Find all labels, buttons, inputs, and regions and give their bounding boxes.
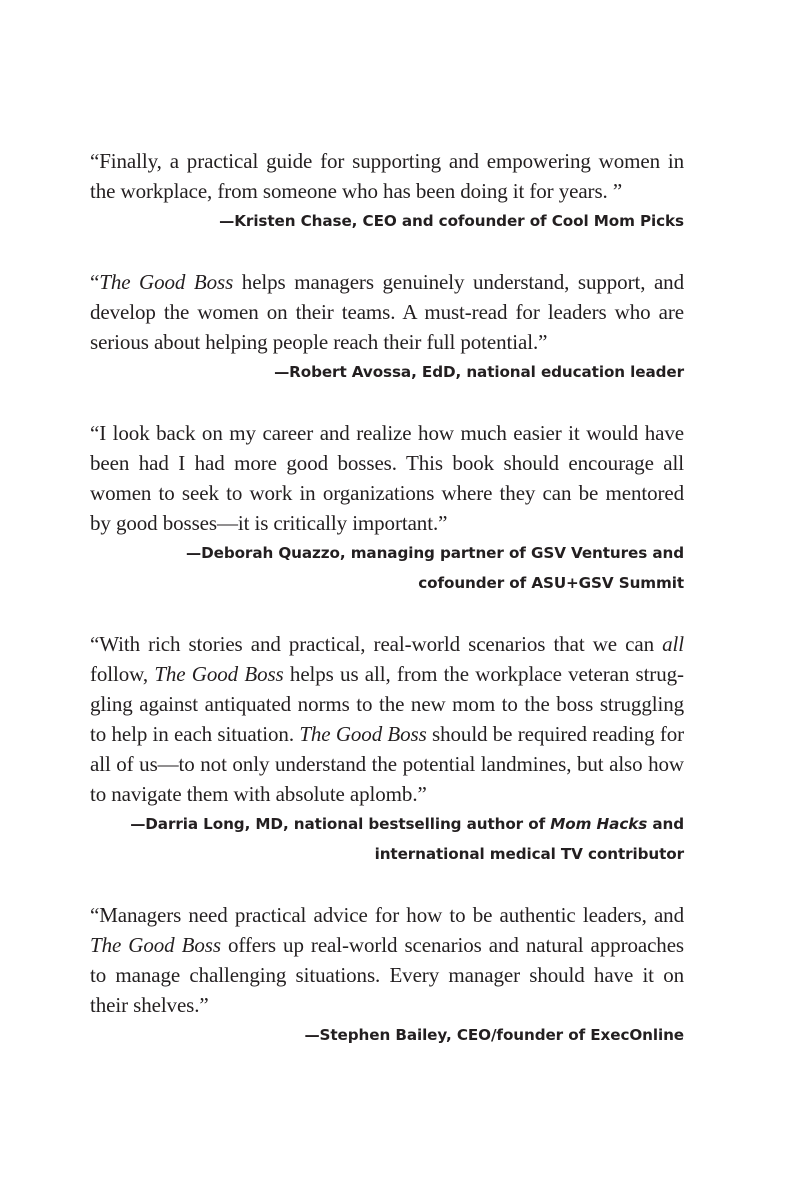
endorsement-attribution: —Stephen Bailey, CEO/founder of ExecOnline [304,1026,684,1044]
endorsement-quote: “With rich stories and practical, real-world scenarios that we can all follow, The Good Boss helps us all, from the workplace veteran struggling against antiquated norms to the new mom to the boss struggling to help in each situation. The Good Boss should be required reading for all of us—to not only understand the potential landmines, but also how to navigate them with absolute aplomb.” [90,632,685,806]
endorsement-quote: “I look back on my career and realize how much easier it would have been had I had more good bosses. This book should encourage all women to seek to work in organizations where they can be mentored by good bosses—it is critically important.” [90,421,684,535]
endorsement-attribution: —Kristen Chase, CEO and cofounder of Cool Mom Picks [219,212,684,230]
endorsement-darria-long [90,629,684,869]
book-title: The Good Boss [99,270,234,294]
endorsement-quote: “Managers need practical advice for how to be authentic leaders, and The Good Boss offers up real-world scenarios and natural approaches to manage challenging situations. Every manager should have it on their shelves.” [90,903,685,1017]
endorsement-stephen-bailey [90,900,684,1050]
endorsement-quote: “Finally, a practical guide for supporting and empowering women in the workplace, from someone who has been doing it for years. ” [90,149,684,203]
emphasis: all [662,632,684,656]
endorsement-attribution: —Robert Avossa, EdD, national education leader [274,363,684,381]
endorsement-kristen-chase [90,146,684,236]
endorsement-attribution: —Darria Long, MD, national bestselling author of Mom Hacks and international medical TV contributor [130,815,684,863]
endorsement-deborah-quazzo [90,418,684,598]
book-title: The Good Boss [90,933,221,957]
book-title: The Good Boss [299,722,427,746]
endorsement-attribution: —Deborah Quazzo, managing partner of GSV Ventures and cofounder of ASU+GSV Summit [186,544,684,592]
book-title: Mom Hacks [550,815,648,833]
endorsement-robert-avossa [90,267,684,387]
endorsement-quote: “The Good Boss helps managers genuinely understand, support, and develop the women on their teams. A must-read for leaders who are serious about helping people reach their full potential.” [90,270,684,354]
book-title: The Good Boss [154,662,284,686]
endorsements-page [90,146,684,1081]
